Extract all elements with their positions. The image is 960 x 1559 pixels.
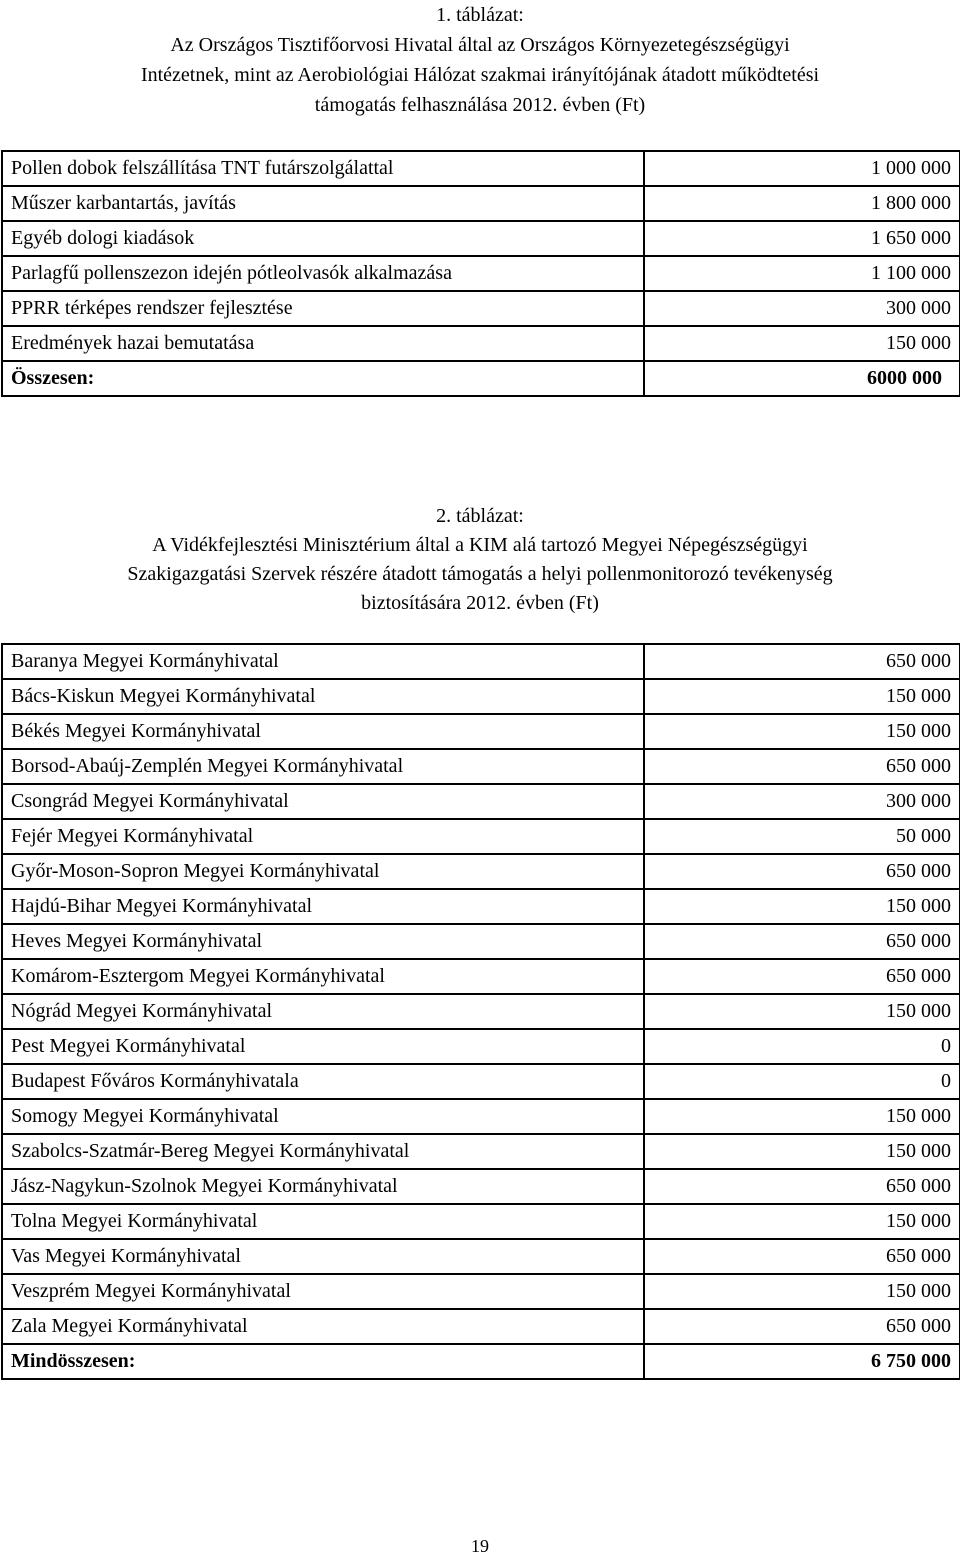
row-amount: 150 000 <box>644 1134 960 1169</box>
table-row <box>2 854 960 889</box>
table-row <box>2 959 960 994</box>
table-row <box>2 1274 960 1309</box>
table-row <box>2 1134 960 1169</box>
table-row <box>2 924 960 959</box>
row-label: Szabolcs-Szatmár-Bereg Megyei Kormányhivatal <box>2 1134 644 1169</box>
row-amount: 150 000 <box>644 326 960 361</box>
table-row <box>2 889 960 924</box>
row-amount: 650 000 <box>644 959 960 994</box>
row-amount: 1 000 000 <box>644 151 960 186</box>
table-row <box>2 1029 960 1064</box>
table1 <box>1 150 960 397</box>
row-label: Hajdú-Bihar Megyei Kormányhivatal <box>2 889 644 924</box>
row-label: Egyéb dologi kiadások <box>2 221 644 256</box>
table1-caption-line: 1. táblázat: <box>436 4 524 26</box>
table-row <box>2 326 960 361</box>
table-row <box>2 819 960 854</box>
row-amount: 300 000 <box>644 291 960 326</box>
row-label: Heves Megyei Kormányhivatal <box>2 924 644 959</box>
row-amount: 150 000 <box>644 679 960 714</box>
row-label: Komárom-Esztergom Megyei Kormányhivatal <box>2 959 644 994</box>
table-row <box>2 1064 960 1099</box>
row-label: Budapest Főváros Kormányhivatala <box>2 1064 644 1099</box>
row-label: Veszprém Megyei Kormányhivatal <box>2 1274 644 1309</box>
row-amount: 650 000 <box>644 924 960 959</box>
row-label: Zala Megyei Kormányhivatal <box>2 1309 644 1344</box>
row-amount: 650 000 <box>644 1309 960 1344</box>
row-label: Vas Megyei Kormányhivatal <box>2 1239 644 1274</box>
row-label: PPRR térképes rendszer fejlesztése <box>2 291 644 326</box>
table1-caption-line: Intézetnek, mint az Aerobiológiai Hálózat szakmai irányítójának átadott működtetési <box>140 64 820 86</box>
total-label: Mindösszesen: <box>2 1344 644 1379</box>
row-amount: 150 000 <box>644 1204 960 1239</box>
row-amount: 150 000 <box>644 994 960 1029</box>
row-label: Műszer karbantartás, javítás <box>2 186 644 221</box>
table-row <box>2 1099 960 1134</box>
table2-caption-line: A Vidékfejlesztési Minisztérium által a KIM alá tartozó Megyei Népegészségügyi <box>152 534 808 556</box>
table-row <box>2 186 960 221</box>
total-amount: 6 750 000 <box>644 1344 960 1379</box>
row-label: Pest Megyei Kormányhivatal <box>2 1029 644 1064</box>
table-row <box>2 1239 960 1274</box>
table-row <box>2 151 960 186</box>
table-row <box>2 784 960 819</box>
row-amount: 650 000 <box>644 1239 960 1274</box>
total-row <box>2 1344 960 1379</box>
table-row <box>2 679 960 714</box>
row-label: Győr-Moson-Sopron Megyei Kormányhivatal <box>2 854 644 889</box>
total-row <box>2 361 960 396</box>
table-row <box>2 256 960 291</box>
row-label: Fejér Megyei Kormányhivatal <box>2 819 644 854</box>
row-amount: 150 000 <box>644 714 960 749</box>
table-row <box>2 994 960 1029</box>
row-label: Nógrád Megyei Kormányhivatal <box>2 994 644 1029</box>
row-label: Somogy Megyei Kormányhivatal <box>2 1099 644 1134</box>
table2-caption <box>0 502 960 618</box>
row-amount: 650 000 <box>644 1169 960 1204</box>
row-label: Parlagfű pollenszezon idején pótleolvasók alkalmazása <box>2 256 644 291</box>
row-label: Békés Megyei Kormányhivatal <box>2 714 644 749</box>
row-amount: 650 000 <box>644 644 960 679</box>
row-label: Jász-Nagykun-Szolnok Megyei Kormányhivatal <box>2 1169 644 1204</box>
row-label: Baranya Megyei Kormányhivatal <box>2 644 644 679</box>
row-amount: 650 000 <box>644 749 960 784</box>
table-row <box>2 714 960 749</box>
row-amount: 1 800 000 <box>644 186 960 221</box>
row-label: Bács-Kiskun Megyei Kormányhivatal <box>2 679 644 714</box>
table-row <box>2 221 960 256</box>
row-label: Tolna Megyei Kormányhivatal <box>2 1204 644 1239</box>
row-label: Eredmények hazai bemutatása <box>2 326 644 361</box>
row-amount: 650 000 <box>644 854 960 889</box>
row-label: Csongrád Megyei Kormányhivatal <box>2 784 644 819</box>
table1-caption <box>0 0 960 120</box>
row-amount: 0 <box>644 1029 960 1064</box>
row-amount: 150 000 <box>644 1274 960 1309</box>
row-amount: 1 650 000 <box>644 221 960 256</box>
row-amount: 300 000 <box>644 784 960 819</box>
table-row <box>2 644 960 679</box>
table2-caption-line: Szakigazgatási Szervek részére átadott támogatás a helyi pollenmonitorozó tevékenység <box>127 563 833 585</box>
total-label: Összesen: <box>2 361 644 396</box>
row-amount: 50 000 <box>644 819 960 854</box>
row-label: Pollen dobok felszállítása TNT futárszolgálattal <box>2 151 644 186</box>
row-amount: 150 000 <box>644 889 960 924</box>
table-row <box>2 749 960 784</box>
row-amount: 1 100 000 <box>644 256 960 291</box>
row-amount: 150 000 <box>644 1099 960 1134</box>
table-row <box>2 1204 960 1239</box>
row-label: Borsod-Abaúj-Zemplén Megyei Kormányhivatal <box>2 749 644 784</box>
table-row <box>2 291 960 326</box>
table1-caption-line: Az Országos Tisztifőorvosi Hivatal által az Országos Környezetegészségügyi <box>170 34 790 56</box>
row-amount: 0 <box>644 1064 960 1099</box>
table2 <box>1 643 960 1380</box>
table1-caption-line: támogatás felhasználása 2012. évben (Ft) <box>314 94 646 116</box>
table-row <box>2 1309 960 1344</box>
total-amount: 6000 000 <box>644 361 960 396</box>
table2-caption-line: 2. táblázat: <box>436 505 524 527</box>
table-row <box>2 1169 960 1204</box>
table2-caption-line: biztosítására 2012. évben (Ft) <box>361 592 599 614</box>
page-number: 19 <box>471 1536 489 1556</box>
